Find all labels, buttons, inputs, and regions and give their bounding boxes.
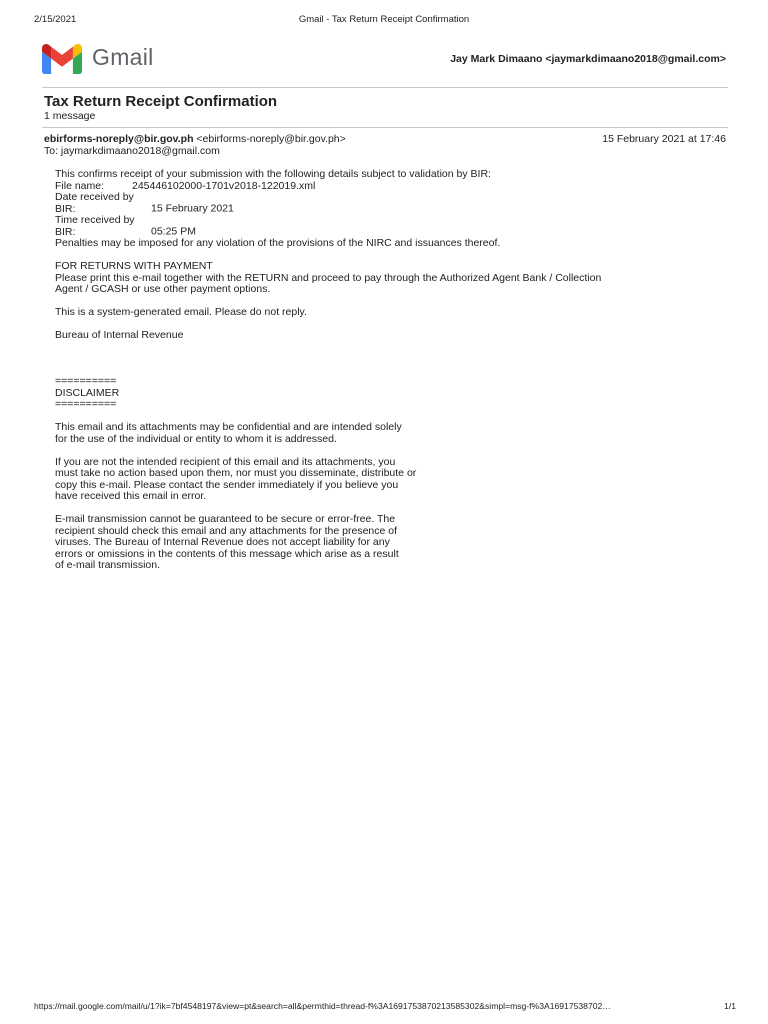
payment-heading: FOR RETURNS WITH PAYMENT xyxy=(55,260,213,272)
separator-bottom: ========== xyxy=(55,398,117,410)
disclaimer-p3-line: viruses. The Bureau of Internal Revenue does not accept liability for any xyxy=(55,536,390,548)
sender-address: <ebirforms-noreply@bir.gov.ph> xyxy=(196,133,346,145)
disclaimer-p3-line: of e-mail transmission. xyxy=(55,559,161,571)
gmail-wordmark: Gmail xyxy=(92,44,154,70)
print-header xyxy=(0,14,768,26)
gmail-logo xyxy=(42,44,182,74)
print-date: 2/15/2021 xyxy=(34,14,77,25)
separator-top: ========== xyxy=(55,375,117,387)
page-number: 1/1 xyxy=(724,1001,736,1011)
gmail-m-icon xyxy=(42,44,82,74)
disclaimer-p3-line: E-mail transmission cannot be guaranteed to be secure or error-free. The xyxy=(55,513,396,525)
file-name-row xyxy=(55,181,715,193)
disclaimer-p1-line: This email and its attachments may be confidential and are intended solely xyxy=(55,421,402,433)
date-received-value: 15 February 2021 xyxy=(151,202,234,215)
print-title: Gmail - Tax Return Receipt Confirmation xyxy=(298,14,470,25)
disclaimer-p3-line: recipient should check this email and any attachments for the presence of xyxy=(55,524,398,537)
payment-line-1: Please print this e-mail together with the RETURN and proceed to pay through the Authorized Agent Bank / Collection xyxy=(55,271,602,284)
disclaimer-p2-line: must take no action based upon them, nor must you disseminate, distribute or xyxy=(55,467,417,479)
disclaimer-p2-line: If you are not the intended recipient of this email and its attachments, you xyxy=(55,455,396,468)
time-received-value: 05:25 PM xyxy=(151,225,196,238)
sender-line xyxy=(44,133,346,145)
intro-text: This confirms receipt of your submission with the following details subject to validation by BIR: xyxy=(55,168,491,180)
print-url: https://mail.google.com/mail/u/1?ik=7bf4548197&view=pt&search=all&permthid=thread-f%3A1691753870213585302&simpl=msg-f%3A16917538702… xyxy=(34,1001,611,1011)
print-footer xyxy=(34,1001,736,1013)
signature: Bureau of Internal Revenue xyxy=(55,329,184,341)
file-name-value: 245446102000-1701v2018-122019.xml xyxy=(132,179,316,192)
sender-address-bold: ebirforms-noreply@bir.gov.ph xyxy=(44,133,194,145)
message-body xyxy=(55,169,715,572)
time-received-row xyxy=(55,215,715,238)
disclaimer-title: DISCLAIMER xyxy=(55,386,120,399)
date-received-row xyxy=(55,192,715,215)
subject-divider xyxy=(42,127,728,128)
account-name: Jay Mark Dimaano <jaymarkdimaano2018@gmail.com> xyxy=(450,53,726,65)
message-date: 15 February 2021 at 17:46 xyxy=(602,133,726,145)
disclaimer-p2-line: have received this email in error. xyxy=(55,490,207,502)
disclaimer-p2-line: copy this e-mail. Please contact the sender immediately if you believe you xyxy=(55,478,399,491)
disclaimer-p1-line: for the use of the individual or entity to whom it is addressed. xyxy=(55,432,337,445)
message-count: 1 message xyxy=(44,110,96,122)
date-received-label: Date received by BIR: xyxy=(55,191,134,215)
system-note: This is a system-generated email. Please do not reply. xyxy=(55,306,307,318)
header-divider xyxy=(42,87,728,88)
payment-line-2: Agent / GCASH or use other payment options. xyxy=(55,283,271,295)
recipient-line: To: jaymarkdimaano2018@gmail.com xyxy=(44,145,220,157)
penalty-text: Penalties may be imposed for any violation of the provisions of the NIRC and issuances thereof. xyxy=(55,237,501,249)
time-received-label: Time received by BIR: xyxy=(55,214,135,238)
file-name-label: File name: xyxy=(55,179,105,192)
thread-subject: Tax Return Receipt Confirmation xyxy=(44,93,278,110)
disclaimer-p3-line: errors or omissions in the contents of this message which arise as a result xyxy=(55,547,399,560)
